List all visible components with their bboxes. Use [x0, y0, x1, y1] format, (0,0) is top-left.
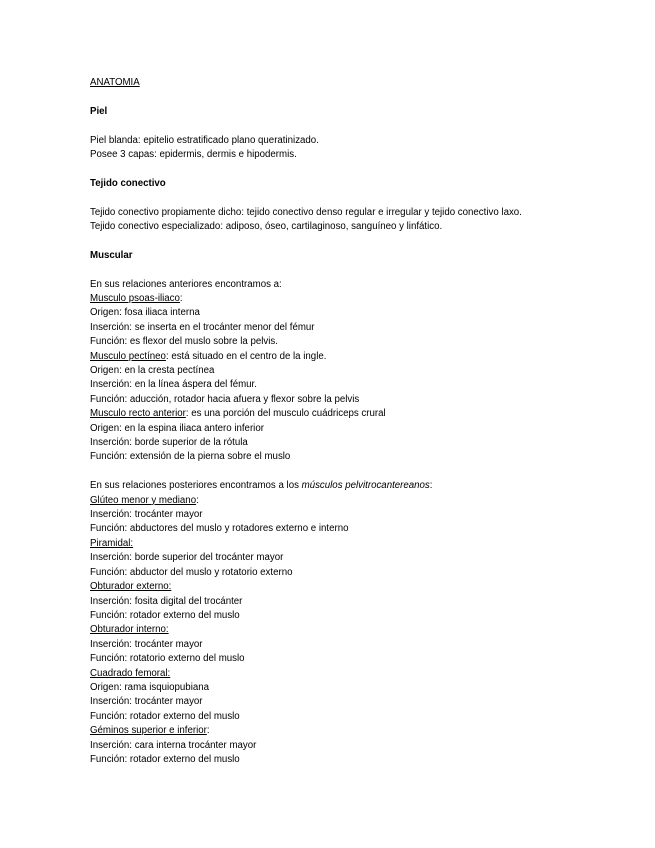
muscle-detail: Inserción: cara interna trocánter mayor	[90, 739, 257, 751]
muscle-name: Géminos superior e inferior	[90, 725, 207, 737]
muscle-detail: Función: abductor del muslo y rotatorio externo	[90, 566, 293, 578]
muscle-detail: Inserción: borde superior de la rótula	[90, 437, 248, 449]
paragraph-line: En sus relaciones posteriores encontramos a los músculos pelvitrocantereanos:	[90, 480, 433, 492]
muscle-title: Musculo pectíneo: está situado en el centro de la ingle.	[90, 350, 327, 362]
paragraph-line: Piel blanda: epitelio estratificado plano queratinizado.	[90, 134, 319, 146]
muscle-detail: Función: aducción, rotador hacia afuera y flexor sobre la pelvis	[90, 393, 360, 405]
muscle-name: Musculo recto anterior	[90, 408, 186, 420]
muscle-detail: Inserción: trocánter mayor	[90, 696, 203, 708]
muscle-title: Glúteo menor y mediano:	[90, 494, 199, 506]
muscle-detail: Inserción: trocánter mayor	[90, 638, 203, 650]
muscle-detail: Inserción: borde superior del trocánter mayor	[90, 552, 284, 564]
muscle-name: Musculo psoas-iliaco	[90, 293, 180, 304]
paragraph-line: En sus relaciones anteriores encontramos a:	[90, 278, 282, 290]
muscle-detail: Origen: fosa iliaca interna	[90, 307, 200, 319]
paragraph-line: Tejido conectivo especializado: adiposo, óseo, cartilaginoso, sanguíneo y linfático.	[90, 221, 443, 232]
document-title: ANATOMIA	[90, 77, 140, 88]
muscle-name: Musculo pectíneo	[90, 350, 166, 362]
paragraph-line: Tejido conectivo propiamente dicho: tejido conectivo denso regular e irregular y tejido conectivo laxo.	[90, 206, 522, 218]
muscle-detail: Función: rotador externo del muslo	[90, 609, 240, 621]
muscle-detail: Función: extensión de la pierna sobre el muslo	[90, 451, 291, 463]
muscle-detail: Origen: en la espina iliaca antero inferior	[90, 422, 264, 434]
section-heading-tejido: Tejido conectivo	[90, 177, 166, 189]
muscle-title: Géminos superior e inferior:	[90, 725, 210, 737]
muscle-detail: Inserción: fosita digital del trocánter	[90, 595, 243, 607]
muscle-name: Glúteo menor y mediano	[90, 494, 197, 506]
document-page	[90, 76, 570, 767]
muscle-detail: Función: rotador externo del muslo	[90, 753, 240, 765]
paragraph-line: Posee 3 capas: epidermis, dermis e hipodermis.	[90, 149, 297, 160]
muscle-detail: Inserción: en la línea áspera del fémur.	[90, 379, 257, 391]
muscle-title: Musculo recto anterior: es una porción del musculo cuádriceps crural	[90, 408, 386, 420]
muscle-detail: Inserción: se inserta en el trocánter menor del fémur	[90, 321, 315, 333]
section-heading-muscular: Muscular	[90, 249, 133, 261]
muscle-title: Musculo psoas-iliaco:	[90, 293, 183, 304]
muscle-detail: Función: rotador externo del muslo	[90, 710, 240, 722]
section-heading-piel: Piel	[90, 105, 108, 117]
muscle-detail: Origen: en la cresta pectínea	[90, 365, 215, 377]
muscle-detail: Inserción: trocánter mayor	[90, 509, 203, 521]
muscle-name: Cuadrado femoral:	[90, 667, 171, 679]
muscle-detail: Función: rotatorio externo del muslo	[90, 653, 245, 665]
muscle-name: Obturador interno:	[90, 624, 169, 636]
muscle-detail: Función: es flexor del muslo sobre la pelvis.	[90, 336, 278, 348]
muscle-name: Obturador externo:	[90, 581, 172, 593]
muscle-detail: Origen: rama isquiopubiana	[90, 681, 210, 693]
muscle-detail: Función: abductores del muslo y rotadores externo e interno	[90, 523, 349, 535]
muscle-name: Piramidal:	[90, 537, 134, 549]
